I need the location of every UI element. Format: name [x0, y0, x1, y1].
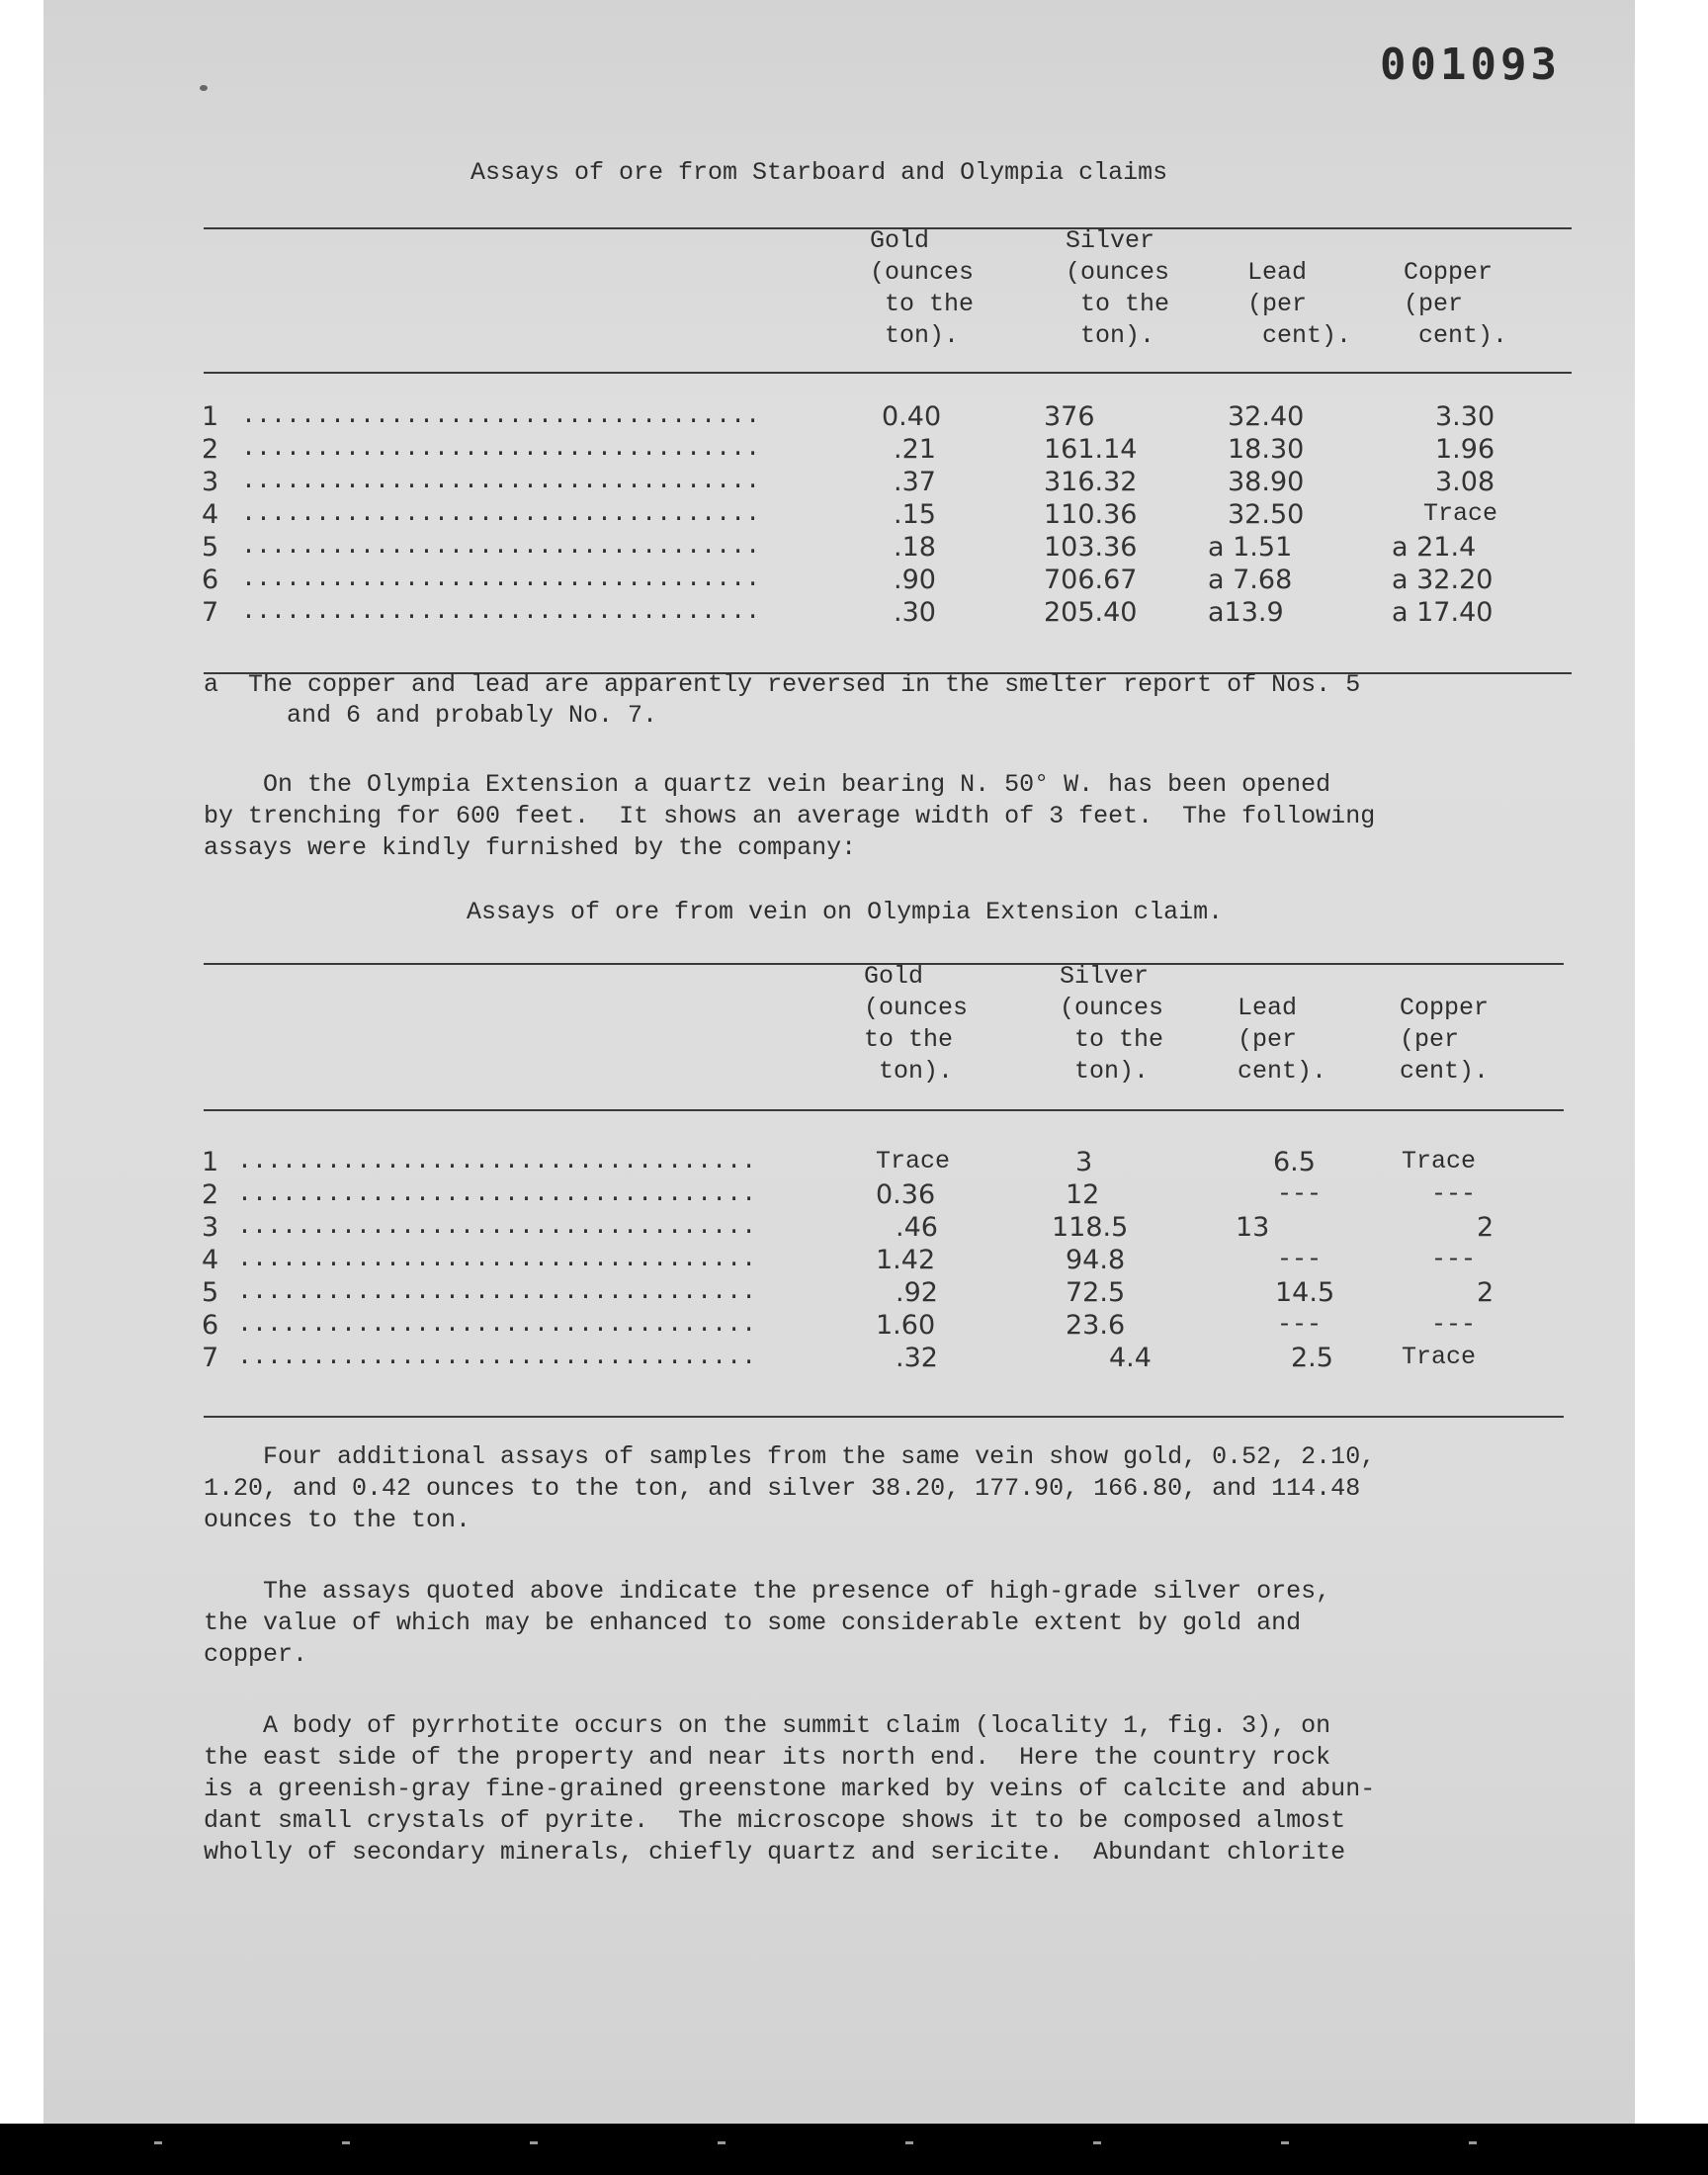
copper-value: 2 [1477, 1277, 1494, 1308]
copper-value: Trace [1402, 1343, 1477, 1371]
scanned-page [43, 0, 1635, 2124]
silver-value: 3 [1075, 1147, 1093, 1177]
gold-value: .32 [896, 1343, 938, 1373]
leader-dots: ................................... [241, 597, 761, 626]
lead-value: 6.5 [1273, 1147, 1316, 1177]
lead-value: 18.30 [1228, 434, 1305, 465]
table-row [43, 532, 1635, 564]
lead-value: --- [1277, 1245, 1323, 1273]
gold-value: .18 [894, 532, 936, 563]
lead-value: 32.50 [1228, 499, 1305, 530]
paragraph-silver-ores: The assays quoted above indicate the presence of high-grade silver ores, the value of which may be enhanced to some considerable extent by gold and copper. [204, 1577, 1331, 1669]
scanner-border [0, 2124, 1708, 2175]
table-row [43, 597, 1635, 629]
row-number: 3 [202, 467, 219, 497]
paragraph-pyrrhotite: A body of pyrrhotite occurs on the summit claim (locality 1, fig. 3), on the east side of the property and near its north end. Here the country rock is a greenish-gray fine-grained greenstone marked by veins of calcite and abun- dant small crystals of pyrite. The microscope shows it to be composed almost wholly of secondary minerals, chiefly quartz and sericite. Abundant chlorite [204, 1711, 1376, 1867]
leader-dots: ................................... [237, 1277, 757, 1306]
paragraph-olympia-extension: On the Olympia Extension a quartz vein bearing N. 50° W. has been opened by trenching for 600 feet. It shows an average width of 3 feet. The following assays were kindly furnished by the company: [204, 770, 1376, 862]
table1-header-copper: Copper (per cent). [1404, 258, 1508, 350]
gold-value: .37 [894, 467, 936, 497]
gold-value: .46 [896, 1212, 938, 1243]
leader-dots: ................................... [241, 499, 761, 528]
row-number: 4 [202, 499, 219, 530]
leader-dots: ................................... [237, 1245, 757, 1273]
table1-header-lead: Lead (per cent). [1247, 258, 1352, 350]
table-row [43, 1245, 1635, 1276]
copper-value: --- [1431, 1310, 1477, 1339]
leader-dots: ................................... [241, 401, 761, 430]
table2-header-silver: Silver (ounces to the ton). [1060, 962, 1164, 1086]
leader-dots: ................................... [237, 1212, 757, 1241]
row-number: 7 [202, 1343, 219, 1373]
row-number: 1 [202, 401, 219, 432]
table-row [43, 1179, 1635, 1211]
row-number: 5 [202, 532, 219, 563]
table2-header-lead: Lead (per cent). [1238, 994, 1327, 1086]
table-row [43, 467, 1635, 498]
lead-value: 32.40 [1228, 401, 1305, 432]
copper-value: a 21.4 [1392, 532, 1477, 563]
copper-value: --- [1431, 1179, 1477, 1208]
row-number: 6 [202, 565, 219, 595]
silver-value: 706.67 [1044, 565, 1138, 595]
copper-value: 1.96 [1435, 434, 1495, 465]
copper-value: Trace [1423, 499, 1498, 528]
silver-value: 23.6 [1066, 1310, 1126, 1341]
silver-value: 103.36 [1044, 532, 1138, 563]
silver-value: 4.4 [1109, 1343, 1152, 1373]
gold-value: 0.40 [882, 401, 942, 432]
row-number: 1 [202, 1147, 219, 1177]
row-number: 7 [202, 597, 219, 628]
table1-footnote-line1: a The copper and lead are apparently reversed in the smelter report of Nos. 5 [204, 670, 1361, 699]
silver-value: 316.32 [1044, 467, 1138, 497]
copper-value: a 32.20 [1392, 565, 1494, 595]
silver-value: 110.36 [1044, 499, 1138, 530]
copper-value: 3.30 [1435, 401, 1495, 432]
lead-value: 13 [1236, 1212, 1270, 1243]
gold-value: .21 [894, 434, 936, 465]
table1-caption: Assays of ore from Starboard and Olympia claims [470, 158, 1168, 187]
gold-value: Trace [876, 1147, 951, 1175]
silver-value: 376 [1044, 401, 1095, 432]
row-number: 3 [202, 1212, 219, 1243]
lead-value: --- [1277, 1310, 1323, 1339]
gold-value: .90 [894, 565, 936, 595]
lead-value: --- [1277, 1179, 1323, 1208]
gold-value: .92 [896, 1277, 938, 1308]
lead-value: a 1.51 [1208, 532, 1293, 563]
table2-header-gold: Gold (ounces to the ton). [864, 962, 969, 1086]
silver-value: 205.40 [1044, 597, 1138, 628]
lead-value: 14.5 [1275, 1277, 1335, 1308]
row-number: 2 [202, 1179, 219, 1210]
table-row [43, 1310, 1635, 1342]
table-row [43, 434, 1635, 466]
table2-bottom-rule [204, 1416, 1564, 1418]
leader-dots: ................................... [241, 434, 761, 463]
silver-value: 12 [1066, 1179, 1100, 1210]
table-row [43, 565, 1635, 596]
table-row [43, 499, 1635, 531]
lead-value: a13.9 [1208, 597, 1284, 628]
silver-value: 118.5 [1052, 1212, 1129, 1243]
table1-footnote-line2: and 6 and probably No. 7. [287, 701, 658, 730]
leader-dots: ................................... [241, 532, 761, 561]
table-row [43, 401, 1635, 433]
leader-dots: ................................... [237, 1179, 757, 1208]
gold-value: 0.36 [876, 1179, 936, 1210]
gold-value: 1.60 [876, 1310, 936, 1341]
row-number: 2 [202, 434, 219, 465]
smudge-mark [200, 85, 208, 91]
table2-header-rule [204, 1109, 1564, 1111]
paragraph-additional-assays: Four additional assays of samples from the same vein show gold, 0.52, 2.10, 1.20, and 0.42 ounces to the ton, and silver 38.20, 177.90, 166.80, and 114.48 ounces to the ton. [204, 1442, 1376, 1534]
copper-value: Trace [1402, 1147, 1477, 1175]
leader-dots: ................................... [237, 1147, 757, 1175]
table1-header-silver: Silver (ounces to the ton). [1066, 226, 1170, 350]
copper-value: 3.08 [1435, 467, 1495, 497]
leader-dots: ................................... [241, 565, 761, 593]
table1-header-rule [204, 372, 1572, 374]
leader-dots: ................................... [241, 467, 761, 495]
copper-value: --- [1431, 1245, 1477, 1273]
copper-value: a 17.40 [1392, 597, 1494, 628]
silver-value: 72.5 [1066, 1277, 1126, 1308]
table-row [43, 1277, 1635, 1309]
leader-dots: ................................... [237, 1310, 757, 1339]
gold-value: .30 [894, 597, 936, 628]
row-number: 5 [202, 1277, 219, 1308]
silver-value: 94.8 [1066, 1245, 1126, 1275]
table2-caption: Assays of ore from vein on Olympia Extension claim. [467, 898, 1224, 926]
table-row [43, 1343, 1635, 1374]
copper-value: 2 [1477, 1212, 1494, 1243]
table-row [43, 1147, 1635, 1178]
row-number: 4 [202, 1245, 219, 1275]
leader-dots: ................................... [237, 1343, 757, 1371]
row-number: 6 [202, 1310, 219, 1341]
silver-value: 161.14 [1044, 434, 1138, 465]
table2-header-copper: Copper (per cent). [1400, 994, 1490, 1086]
lead-value: 2.5 [1291, 1343, 1333, 1373]
gold-value: 1.42 [876, 1245, 936, 1275]
page-number: 001093 [1380, 40, 1561, 90]
gold-value: .15 [894, 499, 936, 530]
table-row [43, 1212, 1635, 1244]
lead-value: 38.90 [1228, 467, 1305, 497]
lead-value: a 7.68 [1208, 565, 1293, 595]
table1-header-gold: Gold (ounces to the ton). [870, 226, 975, 350]
